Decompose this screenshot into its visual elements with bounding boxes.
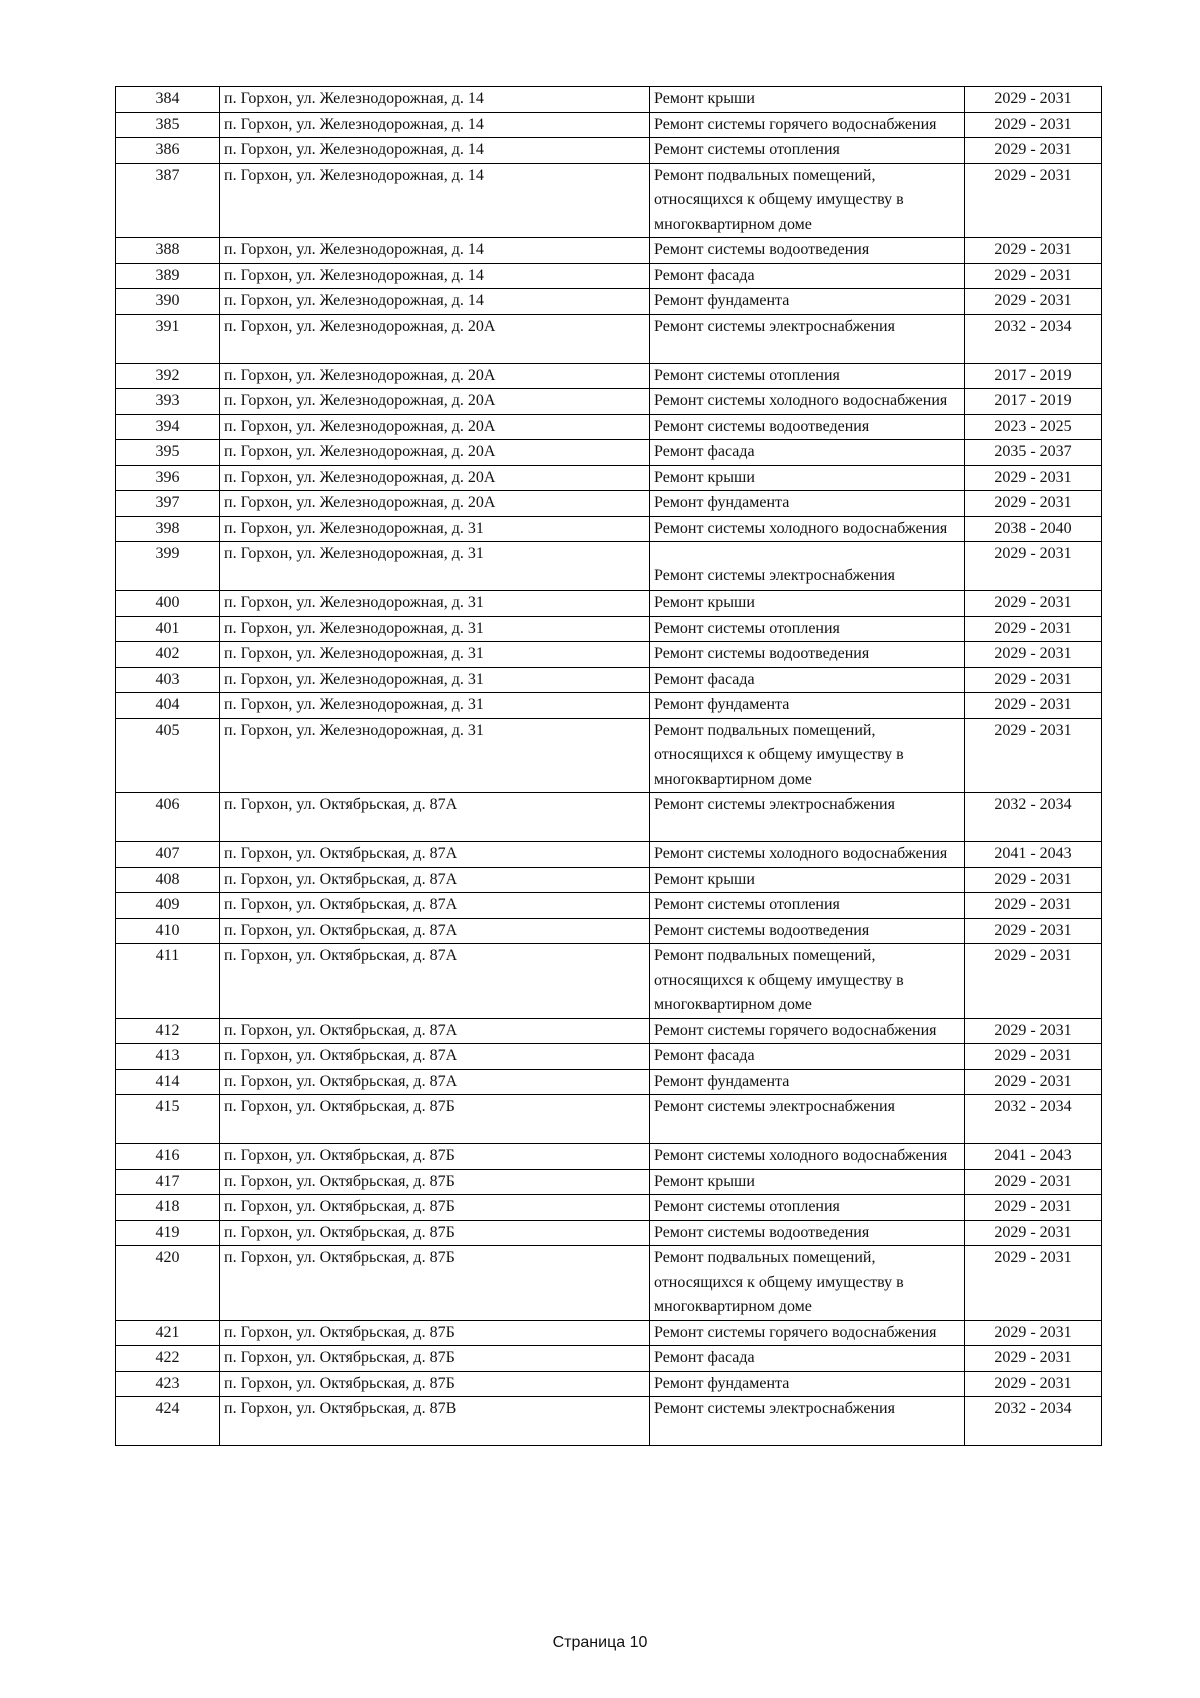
row-number: 387 — [116, 163, 220, 238]
row-address: п. Горхон, ул. Железнодорожная, д. 14 — [220, 87, 650, 113]
table-row — [116, 616, 1102, 642]
row-period: 2029 - 2031 — [965, 667, 1102, 693]
row-work-type: Ремонт фундамента — [650, 491, 965, 517]
row-work-type: Ремонт фасада — [650, 667, 965, 693]
row-work-type: Ремонт системы горячего водоснабжения — [650, 1018, 965, 1044]
row-number: 419 — [116, 1220, 220, 1246]
row-number: 392 — [116, 363, 220, 389]
row-address: п. Горхон, ул. Октябрьская, д. 87А — [220, 867, 650, 893]
row-period: 2017 - 2019 — [965, 363, 1102, 389]
row-work-type: Ремонт системы горячего водоснабжения — [650, 1320, 965, 1346]
table-row — [116, 289, 1102, 315]
row-address: п. Горхон, ул. Октябрьская, д. 87А — [220, 1069, 650, 1095]
row-period: 2029 - 2031 — [965, 87, 1102, 113]
row-address: п. Горхон, ул. Октябрьская, д. 87А — [220, 793, 650, 842]
row-work-type: Ремонт системы отопления — [650, 616, 965, 642]
row-number: 395 — [116, 440, 220, 466]
row-address: п. Горхон, ул. Железнодорожная, д. 20А — [220, 314, 650, 363]
row-work-type: Ремонт крыши — [650, 591, 965, 617]
table-row — [116, 1095, 1102, 1144]
table-row — [116, 1169, 1102, 1195]
row-address: п. Горхон, ул. Октябрьская, д. 87А — [220, 1018, 650, 1044]
row-address: п. Горхон, ул. Октябрьская, д. 87Б — [220, 1320, 650, 1346]
row-work-type: Ремонт крыши — [650, 87, 965, 113]
row-number: 423 — [116, 1371, 220, 1397]
row-address: п. Горхон, ул. Железнодорожная, д. 31 — [220, 616, 650, 642]
table-row — [116, 1320, 1102, 1346]
row-work-type: Ремонт крыши — [650, 465, 965, 491]
row-number: 416 — [116, 1144, 220, 1170]
row-period: 2029 - 2031 — [965, 1044, 1102, 1070]
row-work-type: Ремонт системы отопления — [650, 138, 965, 164]
row-work-type: Ремонт подвальных помещений, относящихся к общему имуществу в многоквартирном доме — [650, 944, 965, 1019]
row-number: 410 — [116, 918, 220, 944]
table-row — [116, 163, 1102, 238]
row-address: п. Горхон, ул. Октябрьская, д. 87А — [220, 1044, 650, 1070]
row-number: 418 — [116, 1195, 220, 1221]
row-period: 2029 - 2031 — [965, 867, 1102, 893]
row-work-type: Ремонт системы водоотведения — [650, 1220, 965, 1246]
row-number: 406 — [116, 793, 220, 842]
row-period: 2029 - 2031 — [965, 693, 1102, 719]
row-number: 394 — [116, 414, 220, 440]
row-address: п. Горхон, ул. Октябрьская, д. 87Б — [220, 1246, 650, 1321]
row-number: 403 — [116, 667, 220, 693]
row-address: п. Горхон, ул. Железнодорожная, д. 14 — [220, 238, 650, 264]
row-address: п. Горхон, ул. Железнодорожная, д. 20А — [220, 491, 650, 517]
table-row — [116, 1246, 1102, 1321]
row-address: п. Горхон, ул. Железнодорожная, д. 14 — [220, 289, 650, 315]
row-address: п. Горхон, ул. Железнодорожная, д. 31 — [220, 516, 650, 542]
row-period: 2029 - 2031 — [965, 465, 1102, 491]
row-work-type: Ремонт системы электроснабжения — [650, 1397, 965, 1446]
row-period: 2029 - 2031 — [965, 263, 1102, 289]
row-address: п. Горхон, ул. Октябрьская, д. 87А — [220, 918, 650, 944]
table-row — [116, 1371, 1102, 1397]
row-number: 424 — [116, 1397, 220, 1446]
row-work-type: Ремонт фундамента — [650, 693, 965, 719]
row-work-type: Ремонт подвальных помещений, относящихся к общему имуществу в многоквартирном доме — [650, 163, 965, 238]
table-row — [116, 516, 1102, 542]
row-period: 2029 - 2031 — [965, 138, 1102, 164]
row-address: п. Горхон, ул. Железнодорожная, д. 31 — [220, 542, 650, 591]
table-row — [116, 591, 1102, 617]
row-address: п. Горхон, ул. Железнодорожная, д. 20А — [220, 414, 650, 440]
row-period: 2029 - 2031 — [965, 1169, 1102, 1195]
row-period: 2029 - 2031 — [965, 642, 1102, 668]
row-address: п. Горхон, ул. Октябрьская, д. 87Б — [220, 1346, 650, 1372]
row-address: п. Горхон, ул. Октябрьская, д. 87В — [220, 1397, 650, 1446]
row-address: п. Горхон, ул. Железнодорожная, д. 14 — [220, 263, 650, 289]
table-row — [116, 642, 1102, 668]
row-address: п. Горхон, ул. Железнодорожная, д. 31 — [220, 642, 650, 668]
row-address: п. Горхон, ул. Октябрьская, д. 87Б — [220, 1220, 650, 1246]
row-number: 404 — [116, 693, 220, 719]
row-number: 402 — [116, 642, 220, 668]
row-work-type: Ремонт системы электроснабжения — [650, 1095, 965, 1144]
table-row — [116, 138, 1102, 164]
row-number: 417 — [116, 1169, 220, 1195]
row-number: 391 — [116, 314, 220, 363]
row-period: 2017 - 2019 — [965, 389, 1102, 415]
row-period: 2035 - 2037 — [965, 440, 1102, 466]
table-row — [116, 363, 1102, 389]
table-body — [116, 87, 1102, 1446]
row-work-type: Ремонт системы холодного водоснабжения — [650, 1144, 965, 1170]
row-number: 411 — [116, 944, 220, 1019]
row-work-type: Ремонт системы электроснабжения — [650, 314, 965, 363]
row-period: 2032 - 2034 — [965, 314, 1102, 363]
row-work-type: Ремонт фундамента — [650, 1371, 965, 1397]
row-work-type: Ремонт системы отопления — [650, 363, 965, 389]
table-row — [116, 693, 1102, 719]
table-row — [116, 718, 1102, 793]
table-row — [116, 842, 1102, 868]
row-work-type: Ремонт системы отопления — [650, 893, 965, 919]
row-work-type: Ремонт фасада — [650, 1044, 965, 1070]
row-period: 2032 - 2034 — [965, 1095, 1102, 1144]
row-work-type: Ремонт системы холодного водоснабжения — [650, 516, 965, 542]
row-work-type: Ремонт системы электроснабжения — [650, 542, 965, 591]
row-number: 400 — [116, 591, 220, 617]
repair-schedule-table — [115, 86, 1102, 1446]
row-period: 2029 - 2031 — [965, 491, 1102, 517]
row-period: 2029 - 2031 — [965, 944, 1102, 1019]
row-period: 2029 - 2031 — [965, 1069, 1102, 1095]
page-number: Страница 10 — [552, 1634, 648, 1651]
row-work-type: Ремонт крыши — [650, 1169, 965, 1195]
row-number: 422 — [116, 1346, 220, 1372]
table-row — [116, 112, 1102, 138]
row-period: 2029 - 2031 — [965, 591, 1102, 617]
row-address: п. Горхон, ул. Железнодорожная, д. 20А — [220, 363, 650, 389]
row-address: п. Горхон, ул. Октябрьская, д. 87Б — [220, 1169, 650, 1195]
table-row — [116, 1195, 1102, 1221]
row-number: 420 — [116, 1246, 220, 1321]
row-period: 2029 - 2031 — [965, 112, 1102, 138]
row-work-type: Ремонт системы водоотведения — [650, 414, 965, 440]
table-row — [116, 414, 1102, 440]
row-address: п. Горхон, ул. Железнодорожная, д. 20А — [220, 440, 650, 466]
row-number: 401 — [116, 616, 220, 642]
row-address: п. Горхон, ул. Октябрьская, д. 87Б — [220, 1144, 650, 1170]
table-row — [116, 238, 1102, 264]
row-work-type: Ремонт фасада — [650, 1346, 965, 1372]
row-work-type: Ремонт фундамента — [650, 1069, 965, 1095]
row-number: 405 — [116, 718, 220, 793]
row-period: 2029 - 2031 — [965, 616, 1102, 642]
row-address: п. Горхон, ул. Железнодорожная, д. 14 — [220, 112, 650, 138]
row-address: п. Горхон, ул. Железнодорожная, д. 31 — [220, 718, 650, 793]
row-address: п. Горхон, ул. Железнодорожная, д. 20А — [220, 389, 650, 415]
row-number: 409 — [116, 893, 220, 919]
row-period: 2029 - 2031 — [965, 918, 1102, 944]
row-work-type: Ремонт системы отопления — [650, 1195, 965, 1221]
row-period: 2029 - 2031 — [965, 1220, 1102, 1246]
table-row — [116, 314, 1102, 363]
table-row — [116, 1018, 1102, 1044]
table-row — [116, 542, 1102, 591]
row-number: 421 — [116, 1320, 220, 1346]
row-address: п. Горхон, ул. Железнодорожная, д. 20А — [220, 465, 650, 491]
row-number: 414 — [116, 1069, 220, 1095]
row-period: 2038 - 2040 — [965, 516, 1102, 542]
row-number: 398 — [116, 516, 220, 542]
row-address: п. Горхон, ул. Октябрьская, д. 87Б — [220, 1195, 650, 1221]
row-address: п. Горхон, ул. Октябрьская, д. 87Б — [220, 1095, 650, 1144]
row-work-type: Ремонт крыши — [650, 867, 965, 893]
table-row — [116, 1069, 1102, 1095]
table-row — [116, 1144, 1102, 1170]
row-period: 2029 - 2031 — [965, 1371, 1102, 1397]
row-period: 2041 - 2043 — [965, 1144, 1102, 1170]
row-number: 407 — [116, 842, 220, 868]
table-row — [116, 893, 1102, 919]
row-work-type: Ремонт фасада — [650, 440, 965, 466]
row-work-type: Ремонт системы водоотведения — [650, 918, 965, 944]
table-row — [116, 1044, 1102, 1070]
row-period: 2029 - 2031 — [965, 718, 1102, 793]
row-period: 2029 - 2031 — [965, 1195, 1102, 1221]
row-address: п. Горхон, ул. Железнодорожная, д. 31 — [220, 667, 650, 693]
row-work-type: Ремонт системы холодного водоснабжения — [650, 842, 965, 868]
row-period: 2029 - 2031 — [965, 1018, 1102, 1044]
table-row — [116, 389, 1102, 415]
table-row — [116, 667, 1102, 693]
row-address: п. Горхон, ул. Октябрьская, д. 87А — [220, 944, 650, 1019]
table-row — [116, 867, 1102, 893]
row-period: 2032 - 2034 — [965, 1397, 1102, 1446]
row-number: 386 — [116, 138, 220, 164]
row-address: п. Горхон, ул. Железнодорожная, д. 14 — [220, 138, 650, 164]
row-number: 393 — [116, 389, 220, 415]
row-period: 2029 - 2031 — [965, 163, 1102, 238]
row-work-type: Ремонт системы водоотведения — [650, 238, 965, 264]
row-number: 390 — [116, 289, 220, 315]
row-period: 2029 - 2031 — [965, 238, 1102, 264]
row-work-type: Ремонт системы водоотведения — [650, 642, 965, 668]
row-address: п. Горхон, ул. Октябрьская, д. 87А — [220, 842, 650, 868]
row-work-type: Ремонт подвальных помещений, относящихся к общему имуществу в многоквартирном доме — [650, 718, 965, 793]
row-work-type: Ремонт фасада — [650, 263, 965, 289]
table-row — [116, 793, 1102, 842]
row-number: 399 — [116, 542, 220, 591]
table-row — [116, 440, 1102, 466]
row-period: 2029 - 2031 — [965, 1320, 1102, 1346]
row-work-type: Ремонт системы горячего водоснабжения — [650, 112, 965, 138]
row-number: 385 — [116, 112, 220, 138]
row-period: 2029 - 2031 — [965, 542, 1102, 591]
row-period: 2023 - 2025 — [965, 414, 1102, 440]
row-address: п. Горхон, ул. Железнодорожная, д. 31 — [220, 693, 650, 719]
row-work-type: Ремонт фундамента — [650, 289, 965, 315]
row-address: п. Горхон, ул. Железнодорожная, д. 14 — [220, 163, 650, 238]
row-address: п. Горхон, ул. Октябрьская, д. 87Б — [220, 1371, 650, 1397]
table-row — [116, 263, 1102, 289]
row-work-type: Ремонт системы холодного водоснабжения — [650, 389, 965, 415]
table-row — [116, 944, 1102, 1019]
row-period: 2029 - 2031 — [965, 1346, 1102, 1372]
row-work-type: Ремонт подвальных помещений, относящихся к общему имуществу в многоквартирном доме — [650, 1246, 965, 1321]
row-number: 384 — [116, 87, 220, 113]
row-address: п. Горхон, ул. Октябрьская, д. 87А — [220, 893, 650, 919]
row-number: 396 — [116, 465, 220, 491]
table-row — [116, 1220, 1102, 1246]
row-period: 2029 - 2031 — [965, 289, 1102, 315]
row-number: 388 — [116, 238, 220, 264]
row-number: 415 — [116, 1095, 220, 1144]
table-row — [116, 465, 1102, 491]
row-number: 389 — [116, 263, 220, 289]
row-period: 2029 - 2031 — [965, 893, 1102, 919]
table-row — [116, 1397, 1102, 1446]
row-period: 2029 - 2031 — [965, 1246, 1102, 1321]
row-work-type: Ремонт системы электроснабжения — [650, 793, 965, 842]
table-row — [116, 87, 1102, 113]
table-row — [116, 918, 1102, 944]
row-number: 412 — [116, 1018, 220, 1044]
table-row — [116, 1346, 1102, 1372]
row-number: 408 — [116, 867, 220, 893]
row-address: п. Горхон, ул. Железнодорожная, д. 31 — [220, 591, 650, 617]
row-period: 2041 - 2043 — [965, 842, 1102, 868]
row-number: 397 — [116, 491, 220, 517]
row-number: 413 — [116, 1044, 220, 1070]
table-row — [116, 491, 1102, 517]
row-period: 2032 - 2034 — [965, 793, 1102, 842]
